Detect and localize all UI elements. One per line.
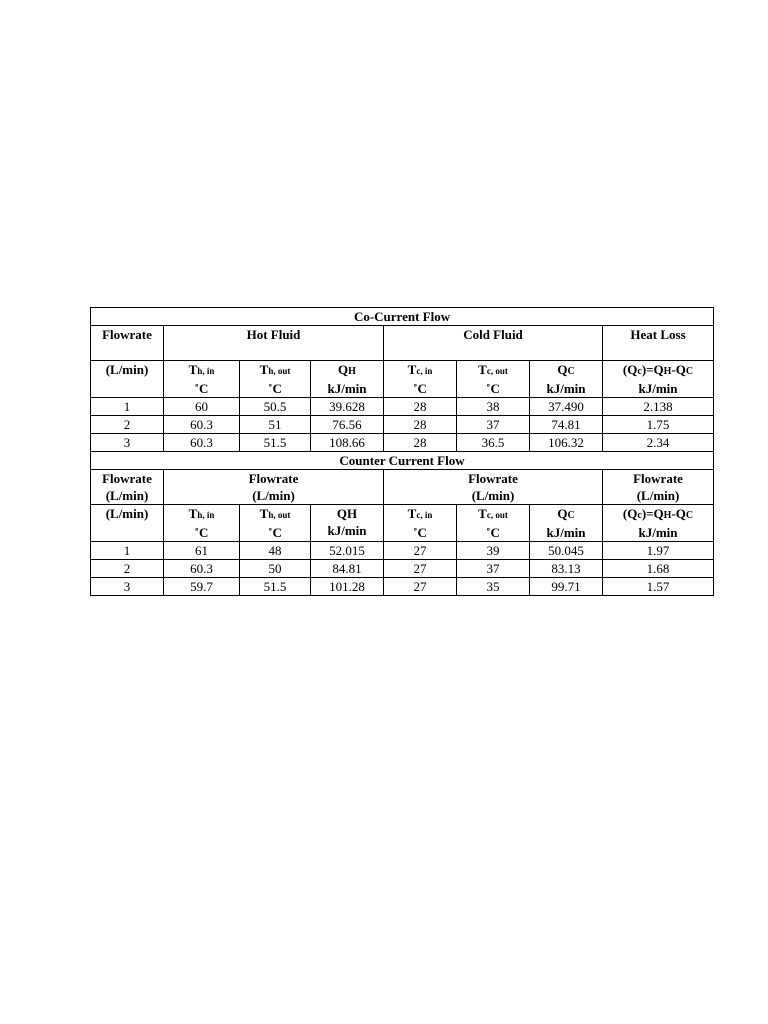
table-cell: 2 xyxy=(91,416,164,434)
table-cell: 27 xyxy=(384,542,457,560)
table-cell: 50.045 xyxy=(530,542,603,560)
header-qh: QH kJ/min xyxy=(311,505,384,542)
table-row xyxy=(91,578,714,596)
header-heat-loss-formula: (Qc)=QH-QC kJ/min xyxy=(603,505,714,542)
table-cell: 51.5 xyxy=(240,578,311,596)
group-header-flowrate: Flowrate xyxy=(91,326,164,361)
table-cell: 37 xyxy=(457,416,530,434)
table-cell: 27 xyxy=(384,560,457,578)
table-cell: 2.138 xyxy=(603,398,714,416)
table-cell: 106.32 xyxy=(530,434,603,452)
header-heat-loss-formula: (Qc)=QH-QC kJ/min xyxy=(603,361,714,398)
table-cell: 39 xyxy=(457,542,530,560)
table-cell: 84.81 xyxy=(311,560,384,578)
header-th-out: Th, out ˚C xyxy=(240,505,311,542)
counter-current-title: Counter Current Flow xyxy=(91,452,714,470)
group-header-hot-fluid: Hot Fluid xyxy=(164,326,384,361)
table-cell: 1.97 xyxy=(603,542,714,560)
table-cell: 28 xyxy=(384,434,457,452)
co-current-unit-row xyxy=(91,361,714,398)
group-header-heat-loss: Flowrate (L/min) xyxy=(603,470,714,505)
unit-flowrate: (L/min) xyxy=(91,361,164,398)
table-cell: 50.5 xyxy=(240,398,311,416)
heat-exchanger-table xyxy=(90,307,714,596)
table-cell: 2 xyxy=(91,560,164,578)
group-header-hot-fluid: Flowrate (L/min) xyxy=(164,470,384,505)
table-cell: 1 xyxy=(91,542,164,560)
header-qh: QH kJ/min xyxy=(311,361,384,398)
table-cell: 37 xyxy=(457,560,530,578)
table-cell: 28 xyxy=(384,398,457,416)
table-row xyxy=(91,542,714,560)
counter-current-title-row xyxy=(91,452,714,470)
table-cell: 51 xyxy=(240,416,311,434)
group-header-flowrate: Flowrate (L/min) xyxy=(91,470,164,505)
header-qc: QC kJ/min xyxy=(530,361,603,398)
table-cell: 2.34 xyxy=(603,434,714,452)
table-cell: 3 xyxy=(91,434,164,452)
table-cell: 60.3 xyxy=(164,434,240,452)
counter-current-unit-row xyxy=(91,505,714,542)
header-tc-in: Tc, in ˚C xyxy=(384,361,457,398)
table-cell: 3 xyxy=(91,578,164,596)
co-current-title: Co-Current Flow xyxy=(91,308,714,326)
table-cell: 76.56 xyxy=(311,416,384,434)
table-cell: 60.3 xyxy=(164,416,240,434)
table-cell: 60 xyxy=(164,398,240,416)
table-cell: 37.490 xyxy=(530,398,603,416)
group-header-cold-fluid: Cold Fluid xyxy=(384,326,603,361)
table-cell: 27 xyxy=(384,578,457,596)
table-cell: 59.7 xyxy=(164,578,240,596)
header-tc-in: Tc, in ˚C xyxy=(384,505,457,542)
unit-flowrate: (L/min) xyxy=(91,505,164,542)
header-tc-out: Tc, out ˚C xyxy=(457,505,530,542)
table-cell: 83.13 xyxy=(530,560,603,578)
table-cell: 1.75 xyxy=(603,416,714,434)
counter-current-group-row xyxy=(91,470,714,505)
table-row xyxy=(91,398,714,416)
header-th-in: Th, in ˚C xyxy=(164,361,240,398)
table-cell: 28 xyxy=(384,416,457,434)
header-qc: QC kJ/min xyxy=(530,505,603,542)
table-cell: 1.68 xyxy=(603,560,714,578)
table-cell: 39.628 xyxy=(311,398,384,416)
table-row xyxy=(91,434,714,452)
table-cell: 48 xyxy=(240,542,311,560)
table-cell: 99.71 xyxy=(530,578,603,596)
table-cell: 52.015 xyxy=(311,542,384,560)
table-cell: 38 xyxy=(457,398,530,416)
table-row xyxy=(91,560,714,578)
table-row xyxy=(91,416,714,434)
table-cell: 60.3 xyxy=(164,560,240,578)
table-cell: 74.81 xyxy=(530,416,603,434)
header-tc-out: Tc, out ˚C xyxy=(457,361,530,398)
header-th-in: Th, in ˚C xyxy=(164,505,240,542)
header-th-out: Th, out ˚C xyxy=(240,361,311,398)
table-cell: 101.28 xyxy=(311,578,384,596)
table-cell: 1.57 xyxy=(603,578,714,596)
group-header-heat-loss: Heat Loss xyxy=(603,326,714,361)
table-cell: 50 xyxy=(240,560,311,578)
table-cell: 35 xyxy=(457,578,530,596)
table-cell: 36.5 xyxy=(457,434,530,452)
group-header-cold-fluid: Flowrate (L/min) xyxy=(384,470,603,505)
table-cell: 1 xyxy=(91,398,164,416)
co-current-title-row xyxy=(91,308,714,326)
co-current-group-row xyxy=(91,326,714,361)
table-cell: 108.66 xyxy=(311,434,384,452)
table-cell: 61 xyxy=(164,542,240,560)
table-cell: 51.5 xyxy=(240,434,311,452)
